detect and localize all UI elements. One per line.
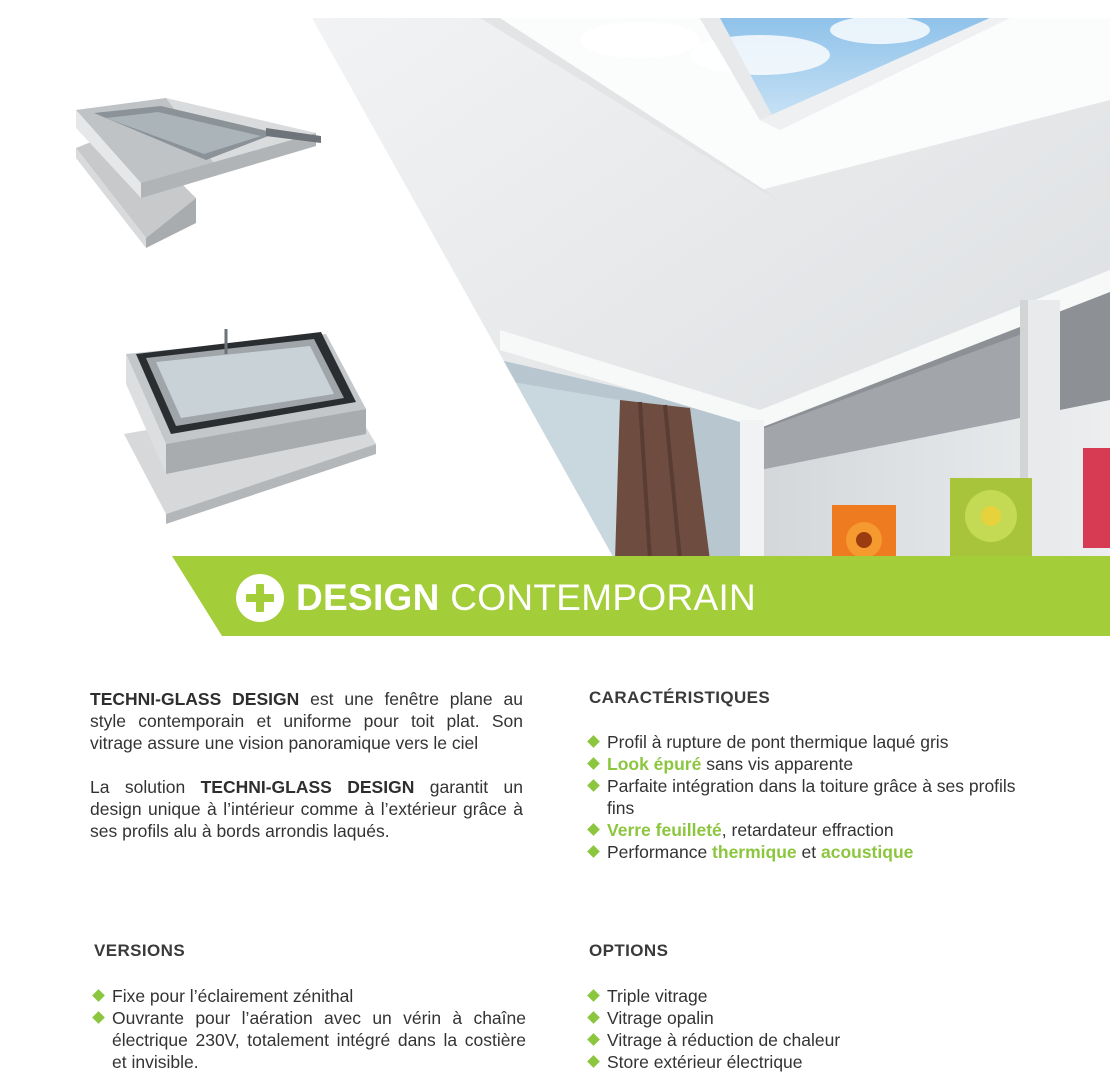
list-item-text: Performance xyxy=(607,842,713,862)
list-item xyxy=(587,731,1027,753)
diamond-bullet-icon xyxy=(587,1055,600,1068)
diamond-bullet-icon xyxy=(587,735,600,748)
diamond-bullet-icon xyxy=(587,1011,600,1024)
list-item-highlight: acoustique xyxy=(820,842,914,862)
intro-paragraph-1-text: est une fenêtre plane au style contemporain et uniforme pour toit plat. Son vitrage assure une vision panoramique vers le ciel xyxy=(90,689,523,753)
product-name: TECHNI-GLASS DESIGN xyxy=(90,689,300,709)
diamond-bullet-icon xyxy=(587,1033,600,1046)
intro-paragraph-1 xyxy=(90,688,523,754)
options-heading: OPTIONS xyxy=(589,941,669,960)
list-item-text: Store extérieur électrique xyxy=(607,1052,803,1072)
list-item-text: Vitrage à réduction de chaleur xyxy=(607,1030,841,1050)
list-item xyxy=(587,775,1027,819)
caracteristiques-heading: CARACTÉRISTIQUES xyxy=(589,688,771,707)
diamond-bullet-icon xyxy=(92,1011,105,1024)
diamond-bullet-icon xyxy=(587,779,600,792)
intro-paragraph-2-start: La solution xyxy=(90,777,201,797)
caracteristiques-list xyxy=(587,731,1027,863)
list-item-text: et xyxy=(796,842,821,862)
intro-text xyxy=(90,688,523,842)
list-item-highlight: Verre feuilleté xyxy=(607,820,722,840)
diamond-bullet-icon xyxy=(587,845,600,858)
list-item xyxy=(92,985,526,1007)
banner-title xyxy=(296,576,756,620)
list-item-text: , retardateur effraction xyxy=(721,820,894,840)
banner-title-light: CONTEMPORAIN xyxy=(450,577,757,618)
list-item xyxy=(587,1007,1027,1029)
intro-paragraph-2 xyxy=(90,776,523,842)
list-item xyxy=(587,985,1027,1007)
list-item xyxy=(587,753,1027,775)
versions-list xyxy=(92,985,526,1073)
banner-title-bold: DESIGN xyxy=(296,577,440,618)
options-list xyxy=(587,985,1027,1073)
diamond-bullet-icon xyxy=(92,989,105,1002)
list-item xyxy=(587,819,1027,841)
list-item xyxy=(587,841,1027,863)
product-image-opening xyxy=(116,314,380,524)
product-image-fixed xyxy=(66,88,326,248)
list-item-text: Fixe pour l’éclairement zénithal xyxy=(112,986,354,1006)
plus-circle-icon xyxy=(236,574,284,622)
intro-paragraph-2-text: garantit un design unique à l’intérieur comme à l’extérieur grâce à ses profils alu à bords arrondis laqués. xyxy=(90,777,523,841)
list-item-text: Triple vitrage xyxy=(607,986,708,1006)
list-item-text: Vitrage opalin xyxy=(607,1008,714,1028)
product-name: TECHNI-GLASS DESIGN xyxy=(200,777,415,797)
diamond-bullet-icon xyxy=(587,757,600,770)
list-item-text: Parfaite intégration dans la toiture grâce à ses profils fins xyxy=(607,776,1016,818)
diamond-bullet-icon xyxy=(587,823,600,836)
list-item-text: sans vis apparente xyxy=(701,754,854,774)
list-item-highlight: thermique xyxy=(712,842,797,862)
list-item-text: Ouvrante pour l’aération avec un vérin à chaîne électrique 230V, totalement intégré dans la costière et invisible. xyxy=(112,1008,526,1072)
list-item-text: Profil à rupture de pont thermique laqué gris xyxy=(607,732,949,752)
versions-heading: VERSIONS xyxy=(94,941,186,960)
list-item xyxy=(587,1051,1027,1073)
list-item-highlight: Look épuré xyxy=(607,754,702,774)
list-item xyxy=(92,1007,526,1073)
diamond-bullet-icon xyxy=(587,989,600,1002)
list-item xyxy=(587,1029,1027,1051)
